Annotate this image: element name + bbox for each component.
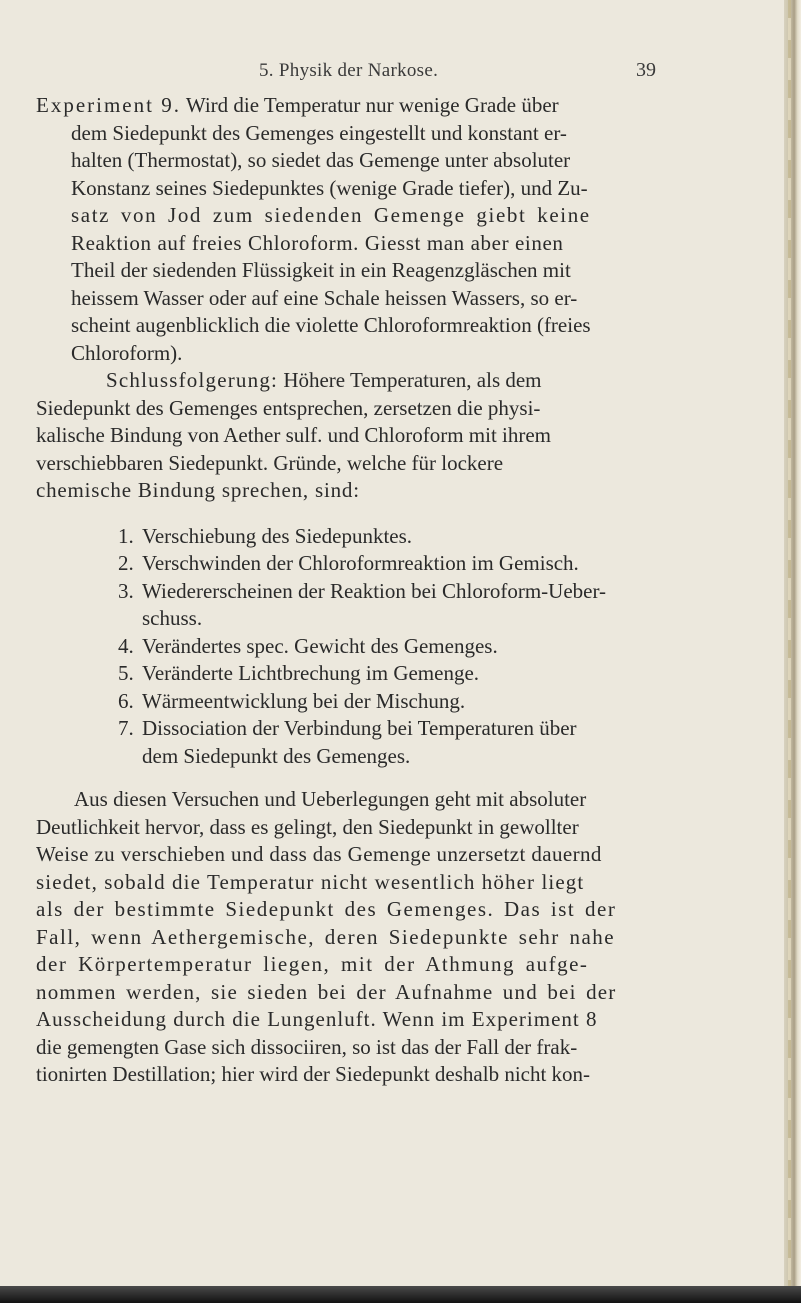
text-line: Höhere Temperaturen, als dem	[283, 368, 542, 392]
text-line: Aus diesen Versuchen und Ueberlegungen geht mit absoluter	[74, 787, 587, 811]
page-edge-right	[784, 0, 801, 1303]
list-item: 5. Veränderte Lichtbrechung im Gemenge.	[118, 661, 480, 685]
list-item: 4. Verändertes spec. Gewicht des Gemenges.	[118, 633, 498, 658]
text-line: tionirten Destillation; hier wird der Siedepunkt deshalb nicht kon-	[36, 1062, 591, 1086]
list-item: 1. Verschiebung des Siedepunktes.	[118, 523, 413, 548]
text-line: Reaktion auf freies Chloroform. Giesst man aber einen	[71, 230, 564, 255]
text-line: siedet, sobald die Temperatur nicht wesentlich höher liegt	[36, 869, 585, 894]
list-item: 3. Wiedererscheinen der Reaktion bei Chloroform-Ueber- schuss.	[118, 578, 607, 630]
text-line: der Körpertemperatur liegen, mit der Athmung aufge-	[36, 952, 589, 976]
text-line: dem Siedepunkt des Gemenges eingestellt und konstant er-	[71, 120, 567, 145]
text-line: als der bestimmte Siedepunkt des Gemenges. Das ist der	[36, 897, 617, 921]
text-line: verschiebbaren Siedepunkt. Gründe, welche für lockere	[36, 450, 504, 475]
page-edge-bottom	[0, 1286, 801, 1303]
text-line: scheint augenblicklich die violette Chloroformreaktion (freies	[71, 313, 591, 337]
text-line: Wird die Temperatur nur wenige Grade über	[185, 93, 559, 117]
text-line: chemische Bindung sprechen, sind:	[36, 478, 360, 502]
body-text	[36, 92, 761, 1089]
text-line: Weise zu verschieben und dass das Gemenge unzersetzt dauernd	[36, 842, 602, 866]
text-line: satz von Jod zum siedenden Gemenge giebt keine	[71, 203, 591, 227]
experiment-label: Experiment 9.	[36, 93, 181, 117]
running-head	[0, 57, 784, 87]
text-line: Siedepunkt des Gemenges entsprechen, zersetzen die physi-	[36, 395, 541, 420]
list-item: 7. Dissociation der Verbindung bei Temperaturen über dem Siedepunkt des Gemenges.	[118, 716, 577, 768]
text-line: Chloroform).	[71, 340, 183, 365]
list-item: 6. Wärmeentwicklung bei der Mischung.	[118, 688, 466, 713]
text-line: halten (Thermostat), so siedet das Gemenge unter absoluter	[71, 148, 571, 172]
numbered-list	[36, 523, 761, 771]
text-line: Deutlichkeit hervor, dass es gelingt, den Siedepunkt in gewollter	[36, 814, 579, 839]
text-line: Ausscheidung durch die Lungenluft. Wenn im Experiment 8	[36, 1007, 598, 1031]
chapter-title: 5. Physik der Narkose.	[259, 60, 439, 81]
conclusion-label: Schlussfolgerung:	[106, 368, 279, 392]
text-line: heissem Wasser oder auf eine Schale heissen Wassers, so er-	[71, 285, 578, 310]
text-line: die gemengten Gase sich dissociiren, so ist das der Fall der frak-	[36, 1034, 578, 1059]
text-line: kalische Bindung von Aether sulf. und Chloroform mit ihrem	[36, 423, 552, 447]
page-number: 39	[636, 59, 656, 81]
text-line: Theil der siedenden Flüssigkeit in ein Reagenzgläschen mit	[71, 258, 571, 282]
list-item: 2. Verschwinden der Chloroformreaktion im Gemisch.	[118, 551, 579, 575]
paragraph-experiment-9	[36, 92, 761, 367]
text-line: Fall, wenn Aethergemische, deren Siedepunkte sehr nahe	[36, 924, 616, 949]
text-line: nommen werden, sie sieden bei der Aufnahme und bei der	[36, 979, 617, 1004]
paragraph-summary	[36, 786, 761, 1089]
paragraph-conclusion	[36, 367, 761, 505]
text-line: Konstanz seines Siedepunktes (wenige Grade tiefer), und Zu-	[71, 175, 588, 200]
